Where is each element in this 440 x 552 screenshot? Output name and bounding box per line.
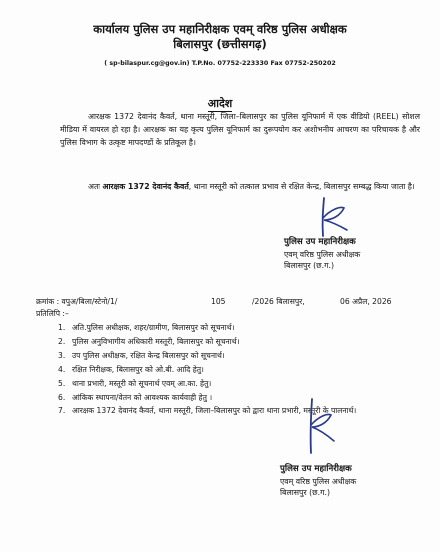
- office-name: कार्यालय पुलिस उप महानिरीक्षक एवम् वरिष्ठ पुलिस अधीक्षक: [93, 22, 347, 36]
- signatory-block-1: [284, 237, 360, 272]
- reference-number-label: क्रमांक : वपुअ/बिला/स्टेनो/1/: [36, 297, 118, 306]
- reference-year-place: /2026 बिलासपुर,: [252, 297, 305, 306]
- signatory-2-place: बिलासपुर (छ.ग.): [280, 488, 331, 497]
- reference-number: 105: [211, 297, 226, 306]
- list-item: 7. आरक्षक 1372 देवानंद कैवर्त, थाना मस्तूरी, जिला–बिलासपुर को द्वारा थाना प्रभारी, मस्तूरी के पालनार्थ।: [58, 406, 357, 415]
- order-title: [0, 96, 440, 111]
- list-item: 6. आंकिक स्थापना/वेतन को आवश्यक कार्यवाही हेतु ।: [58, 393, 213, 402]
- handwritten-signature-1: [314, 196, 350, 240]
- signatory-2-title: पुलिस उप महानिरीक्षक: [280, 464, 352, 474]
- order-title-text: आदेश: [207, 97, 233, 110]
- order-paragraph-1-text: आरक्षक 1372 देवानंद कैवर्त, थाना मस्तूरी, जिला–बिलासपुर का पुलिस यूनिफार्म में एक वीडियो (REEL) सोशल मीडिया में वायरल हो रहा है। आरक्षक का यह कृत्य पुलिस यूनिफार्म का दुरूपयोग कर अशोभनीय आचरण का परिचायक है और पुलिस विभाग के उत्कृष्ट मापदण्डों के प्रतिकूल है।: [60, 112, 420, 147]
- signatory-block-2: [280, 464, 356, 499]
- contact-details: ( sp-bilaspur.cg@gov.in) T.P.No. 07752-223330 Fax 07752-250202: [104, 60, 336, 67]
- copy-to-label: प्रतिलिपि :–: [36, 309, 69, 318]
- list-item: 1. अति.पुलिस अधीक्षक, शहर/ग्रामीण, बिलासपुर को सूचनार्थ।: [58, 323, 235, 332]
- letterhead: [0, 22, 440, 67]
- order-paragraph-2: [60, 180, 420, 193]
- order-paragraph-2-constable: आरक्षक 1372 देवानंद कैवर्त: [102, 182, 189, 191]
- list-item: 5. थाना प्रभारी, मस्तूरी को सूचनार्थ एवम् आ.का. हेतु।: [58, 379, 212, 388]
- order-paragraph-2-prefix: अतः: [88, 182, 103, 191]
- signatory-1-place: बिलासपुर (छ.ग.): [284, 261, 335, 270]
- list-item: 2. पुलिस अनुविभागीय अधिकारी मस्तूरी, बिलासपुर को सूचनार्थ।: [58, 337, 240, 346]
- reference-date: 06 अप्रैल, 2026: [340, 297, 392, 306]
- list-item: 4. रक्षित निरीक्षक, बिलासपुर को ओ.बी. आदि हेतु।: [58, 365, 204, 374]
- order-paragraph-1: [60, 110, 420, 149]
- order-paragraph-2-suffix: , थाना मस्तूरी को तत्काल प्रभाव से रक्षित केन्द्र, बिलासपुर सम्बद्ध किया जाता है।: [188, 182, 415, 191]
- list-item: 3. उप पुलिस अधीक्षक, रक्षित केन्द्र बिलासपुर को सूचनार्थ।: [58, 351, 225, 360]
- signatory-1-title: पुलिस उप महानिरीक्षक: [284, 237, 356, 247]
- copy-to-list: [58, 321, 430, 417]
- signatory-1-designation: एवम् वरिष्ठ पुलिस अधीक्षक: [284, 249, 361, 259]
- office-location: बिलासपुर (छत्तीसगढ़): [173, 37, 267, 51]
- handwritten-signature-2: [300, 397, 336, 457]
- signatory-2-designation: एवम् वरिष्ठ पुलिस अधीक्षक: [280, 476, 357, 486]
